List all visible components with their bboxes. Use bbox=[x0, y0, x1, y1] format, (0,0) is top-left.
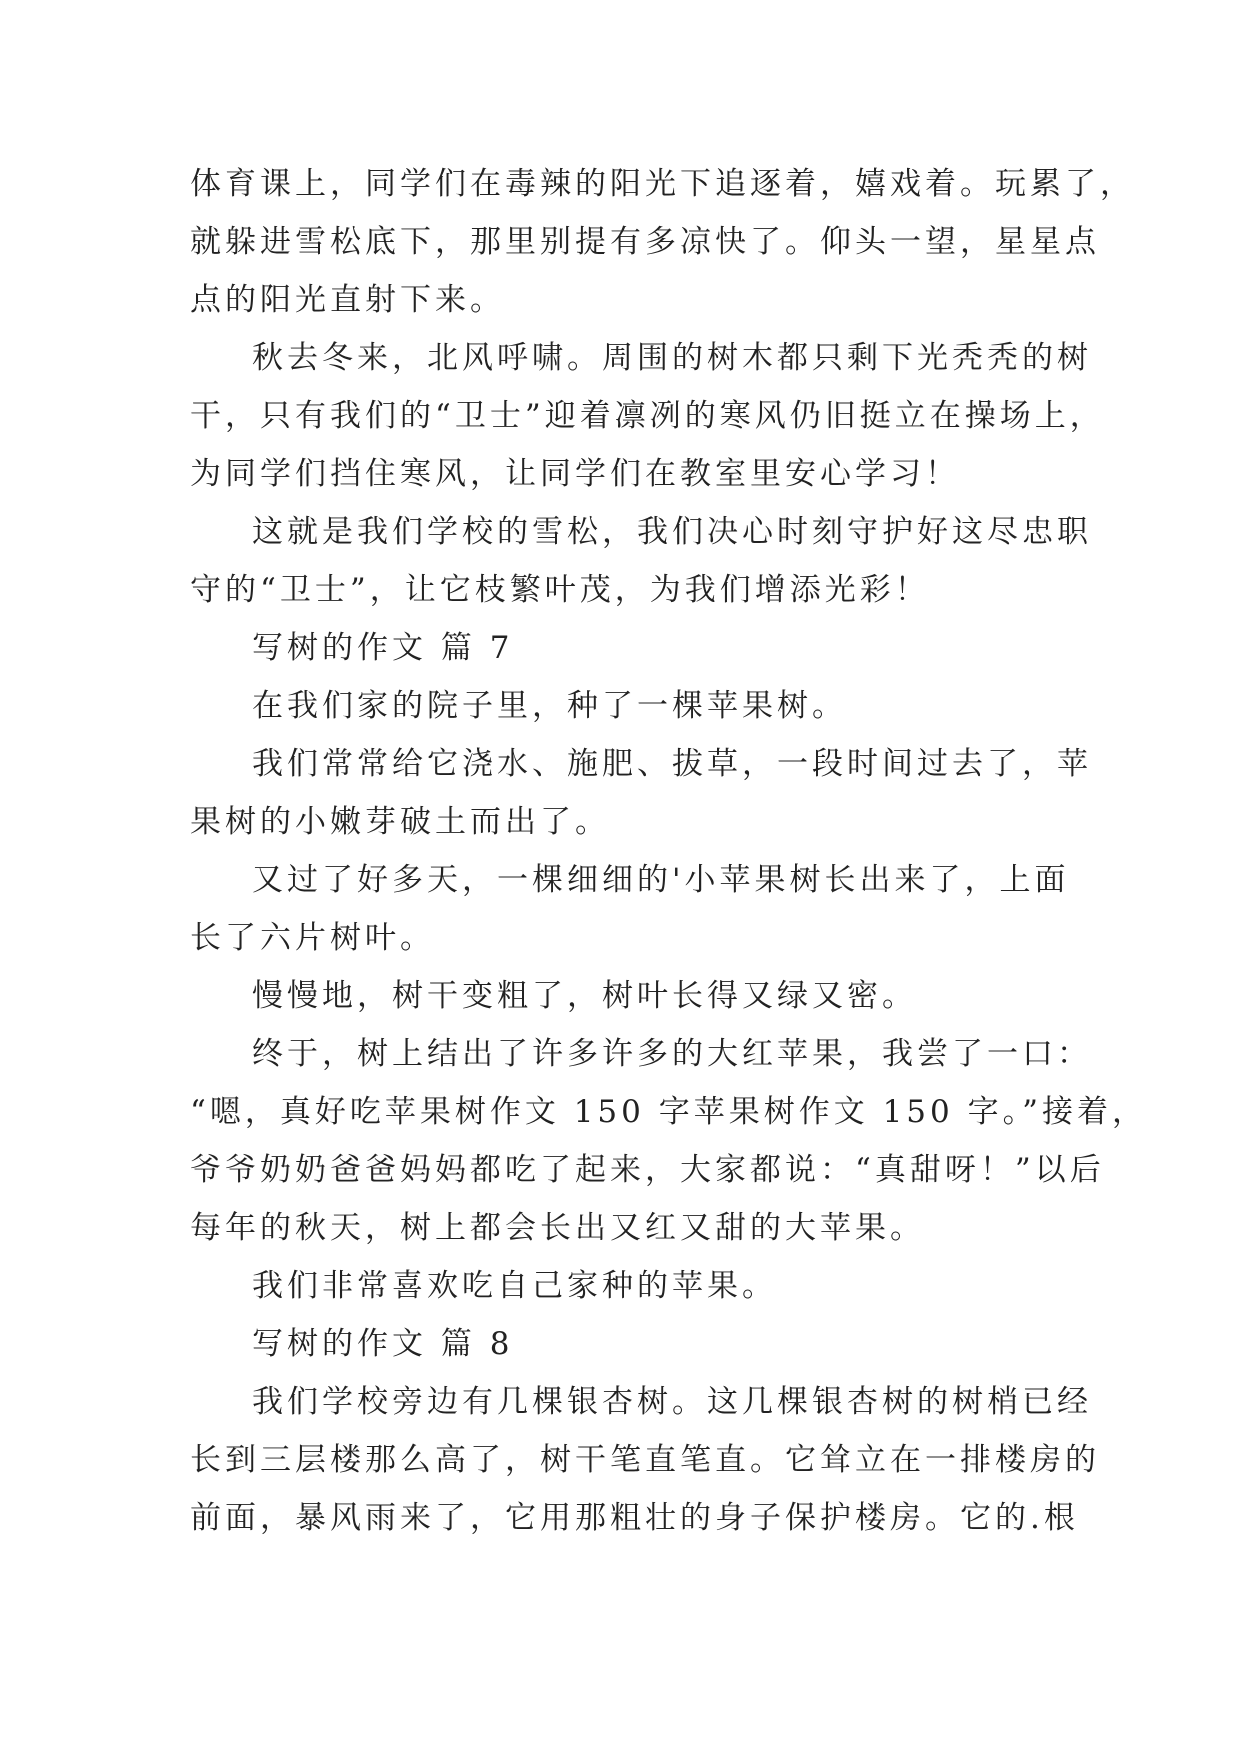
paragraph bbox=[190, 329, 1105, 503]
text-line: 体育课上，同学们在毒辣的阳光下追逐着，嬉戏着。玩累了， bbox=[190, 166, 1135, 202]
text-line: 在我们家的院子里，种了一棵苹果树。 bbox=[252, 688, 847, 724]
text-line: 写树的作文 篇 8 bbox=[252, 1326, 514, 1362]
text-line: 守的“卫士”，让它枝繁叶茂，为我们增添光彩！ bbox=[190, 572, 930, 608]
text-line: 我们学校旁边有几棵银杏树。这几棵银杏树的树梢已经 bbox=[252, 1384, 1092, 1420]
text-line: 就躲进雪松底下，那里别提有多凉快了。仰头一望，星星点 bbox=[190, 224, 1100, 260]
document-body bbox=[190, 155, 1147, 1547]
paragraph bbox=[190, 1257, 1060, 1315]
text-line: 点的阳光直射下来。 bbox=[190, 282, 505, 318]
text-line: 长了六片树叶。 bbox=[190, 920, 435, 956]
text-line: 我们常常给它浇水、施肥、拔草，一段时间过去了，苹 bbox=[252, 746, 1092, 782]
paragraph bbox=[190, 619, 1060, 677]
text-line: “嗯，真好吃苹果树作文 150 字苹果树作文 150 字。”接着， bbox=[190, 1094, 1147, 1130]
paragraph bbox=[190, 1315, 1060, 1373]
text-line: 秋去冬来，北风呼啸。周围的树木都只剩下光秃秃的树 bbox=[252, 340, 1092, 376]
paragraph bbox=[190, 1373, 1100, 1547]
text-line: 终于，树上结出了许多许多的大红苹果，我尝了一口： bbox=[252, 1036, 1092, 1072]
paragraph bbox=[190, 735, 1092, 851]
text-line: 为同学们挡住寒风，让同学们在教室里安心学习！ bbox=[190, 456, 960, 492]
paragraph bbox=[190, 155, 1135, 329]
paragraph bbox=[190, 851, 1070, 967]
text-line: 前面，暴风雨来了，它用那粗壮的身子保护楼房。它的.根 bbox=[190, 1500, 1079, 1536]
paragraph bbox=[190, 967, 1060, 1025]
text-line: 爷爷奶奶爸爸妈妈都吃了起来，大家都说：“真甜呀！”以后 bbox=[190, 1152, 1105, 1188]
text-line: 每年的秋天，树上都会长出又红又甜的大苹果。 bbox=[190, 1210, 925, 1246]
text-line: 我们非常喜欢吃自己家种的苹果。 bbox=[252, 1268, 777, 1304]
text-line: 慢慢地，树干变粗了，树叶长得又绿又密。 bbox=[252, 978, 917, 1014]
paragraph bbox=[190, 1025, 1147, 1257]
paragraph bbox=[190, 677, 1060, 735]
text-line: 果树的小嫩芽破土而出了。 bbox=[190, 804, 610, 840]
text-line: 干，只有我们的“卫士”迎着凛冽的寒风仍旧挺立在操场上， bbox=[190, 398, 1105, 434]
text-line: 这就是我们学校的雪松，我们决心时刻守护好这尽忠职 bbox=[252, 514, 1092, 550]
paragraph bbox=[190, 503, 1092, 619]
text-line: 又过了好多天，一棵细细的'小苹果树长出来了，上面 bbox=[252, 862, 1070, 898]
text-line: 长到三层楼那么高了，树干笔直笔直。它耸立在一排楼房的 bbox=[190, 1442, 1100, 1478]
text-line: 写树的作文 篇 7 bbox=[252, 630, 514, 666]
